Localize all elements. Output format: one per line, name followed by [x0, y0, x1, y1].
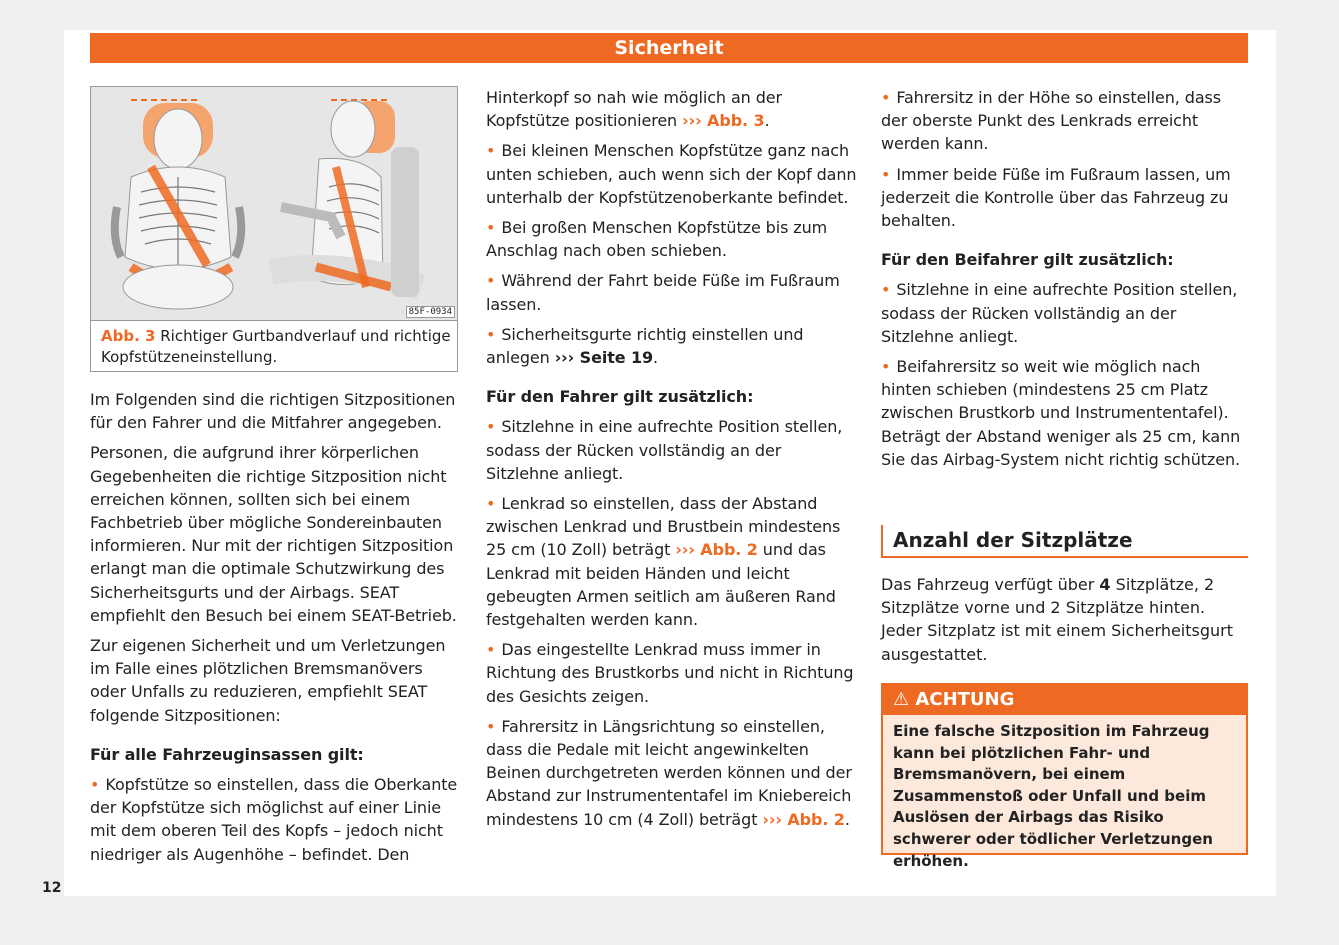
- paragraph-continued: Hinterkopf so nah wie möglich an der Kopfstütze positionieren ››› Abb. 3.: [486, 88, 782, 131]
- page-header: Sicherheit: [90, 33, 1248, 63]
- figure-code: 85F-0934: [406, 306, 455, 318]
- seatbelt-illustration: [91, 87, 457, 321]
- reference-link[interactable]: ››› Abb. 3: [682, 111, 765, 131]
- bullet-item: • Während der Fahrt beide Füße im Fußraum lassen.: [486, 269, 858, 315]
- bullet-item: • Sicherheitsgurte richtig einstellen und anlegen ››› Seite 19.: [486, 323, 858, 369]
- bullet-item: • Sitzlehne in eine aufrechte Position stellen, sodass der Rücken vollständig an der Sitzlehne anliegt.: [486, 415, 858, 485]
- warning-title: ACHTUNG: [915, 689, 1015, 710]
- paragraph: Zur eigenen Sicherheit und um Verletzungen im Falle eines plötzlichen Bremsmanövers oder Unfalls zu reduzieren, empfiehlt SEAT folgende Sitzpositionen:: [90, 636, 446, 725]
- column-1: [90, 388, 462, 873]
- subheading-driver: Für den Fahrer gilt zusätzlich:: [486, 387, 754, 407]
- bullet-item: • Immer beide Füße im Fußraum lassen, um jederzeit die Kontrolle über das Fahrzeug zu behalten.: [881, 163, 1251, 233]
- paragraph: Im Folgenden sind die richtigen Sitzpositionen für den Fahrer und die Mitfahrer angegeben.: [90, 390, 456, 433]
- subheading-all-occupants: Für alle Fahrzeuginsassen gilt:: [90, 744, 364, 764]
- figure-caption: [101, 326, 451, 368]
- paragraph: Personen, die aufgrund ihrer körperlichen Gegebenheiten die richtige Sitzposition nicht erreichen können, sollten sich bei einem Fachbetrieb über mögliche Sondereinbauten informieren. Nur mit der richtigen Sitzposition erlangt man die optimale Schutzwirkung des Sicherheitsgurts und der Airbags. SEAT empfiehlt den Besuch bei einem SEAT-Betrieb.: [90, 443, 457, 625]
- bullet-item: • Lenkrad so einstellen, dass der Abstand zwischen Lenkrad und Brustbein mindestens 25 cm (10 Zoll) beträgt ››› Abb. 2 und das Lenkrad mit beiden Händen und leicht gebeugten Armen seitlich am äußeren Rand festgehalten werden kann.: [486, 492, 858, 631]
- page-number: 12: [42, 880, 62, 896]
- subheading-passenger: Für den Beifahrer gilt zusätzlich:: [881, 250, 1174, 270]
- reference-link[interactable]: ››› Seite 19: [554, 348, 654, 368]
- bullet-item: • Kopfstütze so einstellen, dass die Oberkante der Kopfstütze sich möglichst auf einer Linie mit dem oberen Teil des Kopfs – jedoch nicht niedriger als Augenhöhe – befindet. Den: [90, 773, 462, 866]
- warning-header: [883, 685, 1246, 715]
- bullet-item: • Bei kleinen Menschen Kopfstütze ganz nach unten schieben, auch wenn sich der Kopf dann unterhalb der Kopfstützenoberkante befindet.: [486, 139, 858, 209]
- figure-abb-3: [90, 86, 458, 372]
- reference-link[interactable]: ››› Abb. 2: [762, 809, 845, 829]
- warning-box: [881, 683, 1248, 870]
- skeleton-seatbelt-drawing: [91, 87, 457, 321]
- warning-text: Eine falsche Sitzposition im Fahrzeug kann bei plötzlichen Fahr- und Bremsmanövern, bei einem Zusammenstoß oder Unfall und beim Auslösen der Airbags das Risiko schwerer oder tödlicher Verletzungen erhöhen.: [893, 722, 1213, 870]
- bullet-item: • Bei großen Menschen Kopfstütze bis zum Anschlag nach oben schieben.: [486, 216, 858, 262]
- section-paragraph: Das Fahrzeug verfügt über 4 Sitzplätze, 2 Sitzplätze vorne und 2 Sitzplätze hinten. Jeder Sitzplatz ist mit einem Sicherheitsgurt ausgestattet.: [881, 575, 1234, 664]
- section-title: Anzahl der Sitzplätze: [881, 525, 1248, 558]
- bullet-item: • Fahrersitz in der Höhe so einstellen, dass der oberste Punkt des Lenkrads erreicht werden kann.: [881, 86, 1251, 156]
- column-2: [486, 86, 858, 838]
- warning-triangle-icon: ⚠: [893, 689, 910, 710]
- figure-label: Abb. 3: [101, 327, 156, 345]
- reference-link[interactable]: ››› Abb. 2: [675, 540, 758, 560]
- bullet-item: • Fahrersitz in Längsrichtung so einstellen, dass die Pedale mit leicht angewinkelten Beinen durchgetreten werden können und der Abstand zur Instrumententafel im Kniebereich mindestens 10 cm (4 Zoll) beträgt ››› Abb. 2.: [486, 715, 858, 831]
- bullet-item: • Das eingestellte Lenkrad muss immer in Richtung des Brustkorbs und nicht in Richtung des Gesichts zeigen.: [486, 638, 858, 708]
- bullet-item: • Sitzlehne in eine aufrechte Position stellen, sodass der Rücken vollständig an der Sitzlehne anliegt.: [881, 278, 1251, 348]
- bullet-item: • Beifahrersitz so weit wie möglich nach hinten schieben (mindestens 25 cm Platz zwischen Brustkorb und Instrumententafel). Beträgt der Abstand weniger als 25 cm, kann Sie das Airbag-System nicht richtig schützen.: [881, 355, 1251, 471]
- figure-caption-text: Richtiger Gurtbandverlauf und richtige Kopfstützeneinstellung.: [101, 327, 451, 366]
- column-3: [881, 86, 1251, 478]
